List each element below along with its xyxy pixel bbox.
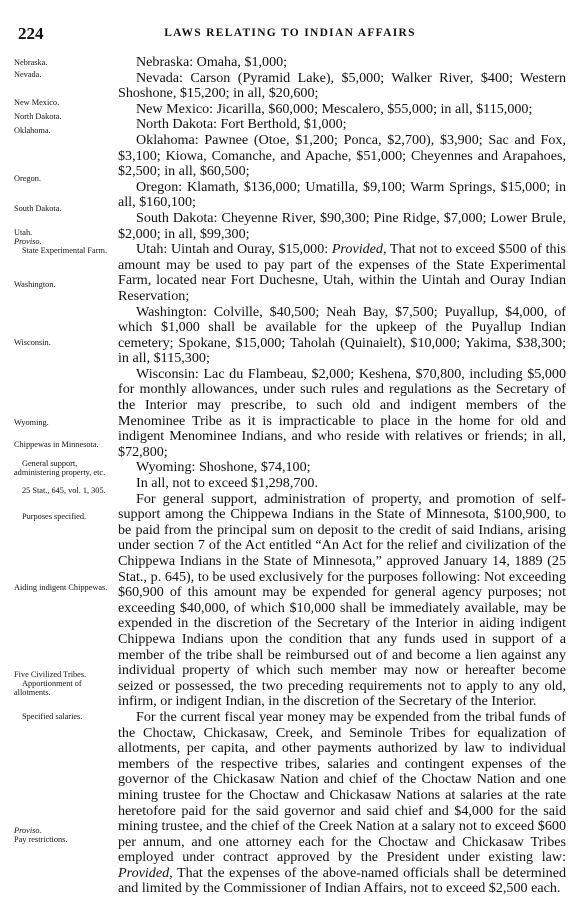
margin-note-nebraska: Nebraska. [14, 58, 48, 67]
margin-note-five-civilized-tribes: Five Civilized Tribes. [14, 670, 87, 679]
margin-note-pay-restrictions: Pay restrictions. [14, 835, 68, 844]
margin-note-general-support: General support, administering property, etc. [14, 459, 106, 477]
margin-note-chippewas-in-minnesota: Chippewas in Minnesota. [14, 440, 99, 449]
margin-note-wisconsin: Wisconsin. [14, 338, 51, 347]
paragraph-south-dakota: South Dakota: Cheyenne River, $90,300; Pine Ridge, $7,000; Lower Brule, $2,000; in all, $99,300; [118, 209, 566, 242]
five-tribes-text-before: For the current fiscal year money may be expended from the tribal funds of the Choctaw, Chickasaw, Creek, and Seminole Tribes for equalization of allotments, per capita, and other payments authorized by law to individual members of the respective tribes, salaries and contingent expenses of the governor of the Chickasaw Nation and chief of the Choctaw Nation and one mining trustee for the Choctaw and Chickasaw Nations at salaries at the rate heretofore paid for the said governor and said chief and $4,000 for the said mining trustee, and the chief of the Creek Nation at a salary not to exceed $600 per annum, and one attorney each for the Choctaw and Chickasaw Tribes employed under contract approved by the President under existing law: [118, 708, 566, 866]
paragraph-nevada: Nevada: Carson (Pyramid Lake), $5,000; Walker River, $400; Western Shoshone, $15,200; in all, $20,600; [118, 69, 566, 102]
margin-note-nevada: Nevada. [14, 70, 42, 79]
page-number: 224 [18, 24, 44, 43]
five-tribes-proviso: Provided, [118, 864, 173, 881]
paragraph-north-dakota: North Dakota: Fort Berthold, $1,000; [136, 116, 347, 133]
margin-note-apportionment: Apportionment of allotments. [14, 679, 82, 697]
margin-note-purposes-specified: Purposes specified. [22, 512, 87, 521]
margin-note-oregon: Oregon. [14, 174, 41, 183]
margin-note-utah: Utah. [14, 228, 33, 237]
paragraph-wisconsin: Wisconsin: Lac du Flambeau, $2,000; Keshena, $70,800, including $5,000 for monthly allowances, under such rules and regulations as the Secretary of the Interior may prescribe, to such old and indigent members of the Menominee Tribe as it is impracticable to place in the home for old and indigent Menominee Indians, and who reside with relatives or friends; in all, $72,800; [118, 365, 566, 460]
margin-note-aiding-indigent: Aiding indigent Chippewas. [14, 583, 108, 592]
page-header [18, 24, 562, 44]
paragraph-oklahoma: Oklahoma: Pawnee (Otoe, $1,200; Ponca, $2,700), $3,900; Sac and Fox, $3,100; Kiowa, Comanche, and Apache, $51,000; Cheyennes and Arapahoes, $2,500; in all, $60,500; [118, 131, 566, 180]
five-tribes-text-after: That the expenses of the above-named officials shall be determined and limited by the Commissioner of Indian Affairs, not to exceed $2,500 each. [118, 864, 566, 897]
paragraph-nebraska: Nebraska: Omaha, $1,000; [136, 54, 288, 70]
margin-note-state-experimental-farm: State Experimental Farm. [22, 246, 108, 255]
margin-note-proviso: Proviso. [14, 826, 42, 835]
margin-note-wyoming: Wyoming. [14, 418, 49, 427]
paragraph-utah [118, 242, 566, 304]
paragraph-chippewa: For general support, administration of property, and promotion of self-support among the Chippewa Indians in the State of Minnesota, $100,900, to be paid from the principal sum on deposit to the credit of said Indians, arising under section 7 of the Act entitled “An Act for the relief and civilization of the Chippewa Indians in the State of Minnesota,” approved January 14, 1889 (25 Stat., p. 645), to be used exclusively for the purposes following: Not exceeding $60,900 of this amount may be expended for general agency purposes; not exceeding $40,000, of which $10,000 shall be immediately available, may be expended in the discretion of the Secretary of the Interior in aiding indigent Chippewa Indians upon the condition that any funds used in support of a member of the tribe shall be reimbursed out of and become a lien against any individual property of which such member may now or hereafter become seized or possessed, the two preceding requirements not to apply to any old, infirm, or indigent Indian, in the discretion of the Secretary of the Interior. [118, 490, 566, 710]
utah-proviso: Provided, [331, 241, 387, 258]
paragraph-new-mexico: New Mexico: Jicarilla, $60,000; Mescalero, $55,000; in all, $115,000; [136, 100, 533, 117]
body-text [118, 55, 566, 897]
paragraph-wyoming: Wyoming: Shoshone, $74,100; [136, 459, 311, 476]
margin-note-south-dakota: South Dakota. [14, 204, 62, 213]
utah-text-before: Utah: Uintah and Ouray, $15,000: [136, 241, 332, 258]
margin-note-stat-citation: 25 Stat., 645, vol. 1, 305. [22, 486, 106, 495]
paragraph-washington: Washington: Colville, $40,500; Neah Bay, $7,500; Puyallup, $4,000, of which $1,000 shall be available for the upkeep of the Puyallup Indian cemetery; Spokane, $15,000; Taholah (Quinaielt), $10,000; Yakima, $38,300; in all, $115,300; [118, 303, 566, 367]
paragraph-oregon: Oregon: Klamath, $136,000; Umatilla, $9,100; Warm Springs, $15,000; in all, $160,100; [118, 178, 566, 211]
paragraph-in-all: In all, not to exceed $1,298,700. [136, 475, 319, 492]
margin-note-specified-salaries: Specified salaries. [22, 712, 83, 721]
utah-text-after: That not to exceed $500 of this amount may be used to pay part of the expenses of the State Experimental Farm, located near Fort Duchesne, Utah, within the Uintah and Ouray Indian Reservation; [118, 241, 566, 304]
margin-note-new-mexico: New Mexico. [14, 98, 60, 107]
margin-note-proviso: Proviso. [14, 237, 42, 246]
margin-note-oklahoma: Oklahoma. [14, 126, 51, 135]
running-title: LAWS RELATING TO INDIAN AFFAIRS [164, 27, 416, 39]
margin-note-north-dakota: North Dakota. [14, 112, 62, 121]
margin-note-washington: Washington. [14, 280, 56, 289]
